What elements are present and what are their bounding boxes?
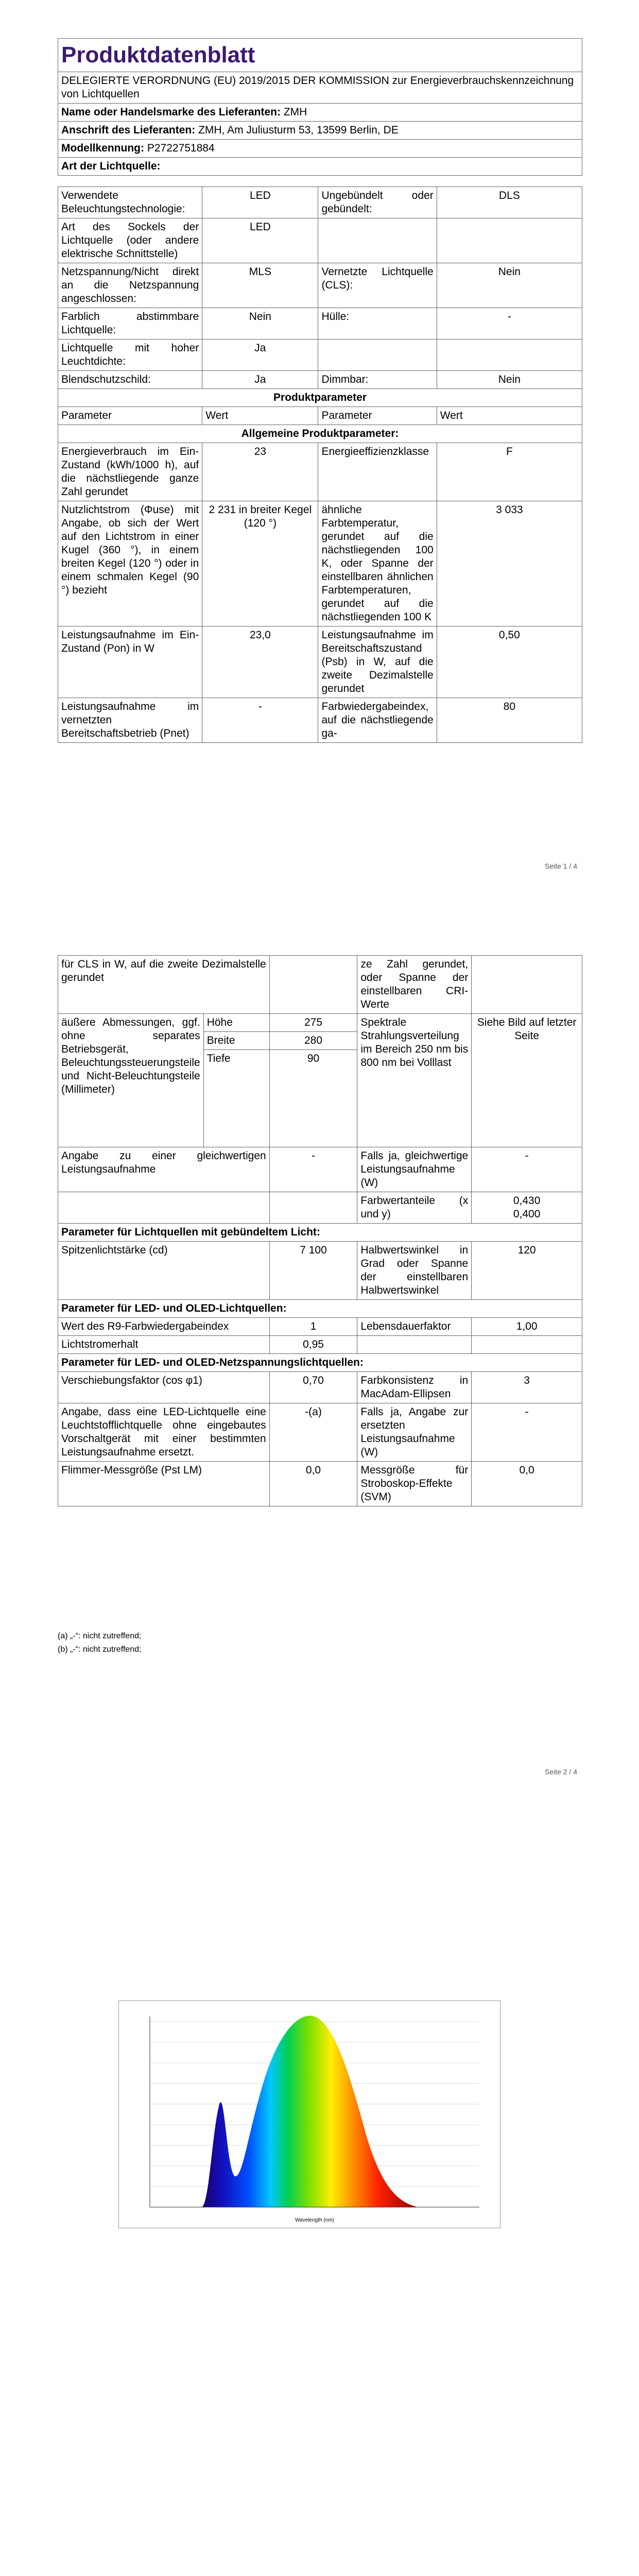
cell: DLS — [437, 187, 582, 218]
type-label: Art der Lichtquelle: — [61, 160, 161, 172]
cell: Nein — [437, 263, 582, 308]
column-header: Wert — [437, 407, 582, 425]
cell: LED — [202, 218, 318, 263]
table-row — [58, 698, 582, 743]
dimensions-label: äußere Abmessungen, ggf. ohne separates Betriebsgerät, Beleuchtungssteuerungsteile und Nicht-Beleuchtungsteile (Millimeter) — [58, 1014, 204, 1147]
cell: Lebensdauerfaktor — [357, 1318, 472, 1336]
address-value: ZMH, Am Juliusturm 53, 13599 Berlin, DE — [198, 124, 399, 136]
cell: Farblich abstimmbare Lichtquelle: — [58, 308, 202, 340]
address-row — [58, 122, 582, 140]
cell: 275 — [269, 1014, 357, 1032]
table-row — [58, 443, 582, 501]
cell: 7 100 — [269, 1242, 357, 1300]
cell: Halbwertswinkel in Grad oder Spanne der einstellbaren Halbwertswinkel — [357, 1242, 472, 1300]
cell: Messgröße für Stroboskop-Effekte (SVM) — [357, 1462, 472, 1506]
cell: Art des Sockels der Lichtquelle (oder andere elektrische Schnittstelle) — [58, 218, 202, 263]
cell — [472, 956, 582, 1014]
spectrum-curve — [201, 2016, 418, 2207]
chroma-y: 0,400 — [513, 1208, 541, 1220]
cell: Nein — [202, 308, 318, 340]
cell: 0,50 — [437, 626, 582, 698]
model-row — [58, 140, 582, 158]
cell — [472, 1336, 582, 1354]
cell: Wert des R9-Farbwiedergabeindex — [58, 1318, 270, 1336]
cell: Vernetzte Lichtquelle (CLS): — [318, 263, 437, 308]
column-header: Parameter — [318, 407, 437, 425]
cell: ähnliche Farbtemperatur, gerundet auf die nächstliegenden 100 K, oder Spanne der einstellbaren ähnlichen Farbtemperaturen, gerundet auf die nächstliegenden 100 K — [318, 501, 437, 626]
cell: -(a) — [269, 1403, 357, 1462]
cell: Spektrale Strahlungsverteilung im Bereich 250 nm bis 800 nm bei Volllast — [357, 1014, 472, 1147]
cell: Nutzlichtstrom (Φuse) mit Angabe, ob sich der Wert auf den Lichtstrom in einer Kugel (360 °), in einem breiten Kegel (120 °) oder in einem schmalen Kegel (90 °) bezieht — [58, 501, 202, 626]
cell — [269, 956, 357, 1014]
table-row — [58, 1462, 582, 1506]
cell — [318, 340, 437, 371]
cell: Verwendete Beleuchtungstechnologie: — [58, 187, 202, 218]
table-row — [58, 1318, 582, 1336]
table-row — [58, 1014, 582, 1032]
cell: Tiefe — [203, 1050, 269, 1147]
column-header: Parameter — [58, 407, 202, 425]
spectral-distribution-chart — [118, 2001, 500, 2228]
cell: Farbwiedergabeindex, auf die nächstliegende ga- — [318, 698, 437, 743]
header-block — [58, 38, 582, 176]
cell: Farbwertanteile (x und y) — [357, 1192, 472, 1224]
table-row — [58, 263, 582, 308]
cell: Energieverbrauch im Ein-Zustand (kWh/1000 h), auf die nächstliegende ganze Zahl gerundet — [58, 443, 202, 501]
cell: Ja — [202, 340, 318, 371]
cell: 3 033 — [437, 501, 582, 626]
cell: 1 — [269, 1318, 357, 1336]
cell — [472, 1192, 582, 1224]
cell: 2 231 in breiter Kegel (120 °) — [202, 501, 318, 626]
general-params-heading: Allgemeine Produktparameter: — [58, 425, 582, 443]
cell — [269, 1192, 357, 1224]
cell: 0,95 — [269, 1336, 357, 1354]
column-header: Wert — [202, 407, 318, 425]
cell — [318, 218, 437, 263]
footnote-b: (b) „-“: nicht zutreffend; — [58, 1645, 142, 1654]
cell: Dimmbar: — [318, 371, 437, 389]
cell: 0,70 — [269, 1372, 357, 1403]
cell: 23 — [202, 443, 318, 501]
light-source-table — [58, 187, 582, 743]
page-footer: Seite 1 / 4 — [544, 862, 577, 870]
cell: Falls ja, gleichwertige Leistungsaufnahme (W) — [357, 1147, 472, 1192]
cell: Ungebündelt oder gebündelt: — [318, 187, 437, 218]
cell: 23,0 — [202, 626, 318, 698]
cell: Ja — [202, 371, 318, 389]
cell — [437, 218, 582, 263]
parameters-table-continued — [58, 955, 582, 1506]
section-heading: Parameter für LED- und OLED-Lichtquellen: — [58, 1300, 582, 1318]
cell — [437, 340, 582, 371]
cell: Lichtstromerhalt — [58, 1336, 270, 1354]
cell: Falls ja, Angabe zur ersetzten Leistungsaufnahme (W) — [357, 1403, 472, 1462]
cell: 280 — [269, 1032, 357, 1050]
cell: Farbkonsistenz in MacAdam-Ellipsen — [357, 1372, 472, 1403]
cell: Lichtquelle mit hoher Leuchtdichte: — [58, 340, 202, 371]
table-row — [58, 956, 582, 1014]
section-heading: Parameter für LED- und OLED-Netzspannungslichtquellen: — [58, 1354, 582, 1372]
page-2 — [0, 904, 639, 1807]
table-row — [58, 1403, 582, 1462]
cell: - — [472, 1147, 582, 1192]
cell: Nein — [437, 371, 582, 389]
brand-label: Name oder Handelsmarke des Lieferanten: — [61, 106, 281, 118]
cell: Energieeffizienzklasse — [318, 443, 437, 501]
table-row — [58, 425, 582, 443]
cell: - — [269, 1147, 357, 1192]
cell: 80 — [437, 698, 582, 743]
cell: 120 — [472, 1242, 582, 1300]
cell: 90 — [269, 1050, 357, 1147]
cell: Breite — [203, 1032, 269, 1050]
cell: Blendschutzschild: — [58, 371, 202, 389]
cell: 1,00 — [472, 1318, 582, 1336]
regulation-text: DELEGIERTE VERORDNUNG (EU) 2019/2015 DER KOMMISSION zur Energieverbrauchskennzeichnung von Lichtquellen — [58, 72, 582, 104]
x-axis-label: Wavelength (nm) — [295, 2217, 334, 2223]
page-1 — [0, 0, 639, 904]
cell: Hülle: — [318, 308, 437, 340]
table-row — [58, 187, 582, 218]
table-row — [58, 1242, 582, 1300]
section-heading: Parameter für Lichtquellen mit gebündeltem Licht: — [58, 1224, 582, 1242]
table-row — [58, 501, 582, 626]
table-row — [58, 1192, 582, 1224]
footnote-a: (a) „-“: nicht zutreffend; — [58, 1632, 142, 1640]
cell: ze Zahl gerundet, oder Spanne der einstellbaren CRI-Werte — [357, 956, 472, 1014]
cell — [58, 1192, 270, 1224]
spectrum-svg — [119, 2001, 500, 2228]
cell: Netzspannung/Nicht direkt an die Netzspannung angeschlossen: — [58, 263, 202, 308]
table-row — [58, 1224, 582, 1242]
table-row — [58, 407, 582, 425]
cell: 3 — [472, 1372, 582, 1403]
cell: Höhe — [203, 1014, 269, 1032]
cell: 0,0 — [472, 1462, 582, 1506]
cell: für CLS in W, auf die zweite Dezimalstelle gerundet — [58, 956, 270, 1014]
cell: Leistungsaufnahme im Bereitschaftszustand (Psb) in W, auf die zweite Dezimalstelle gerundet — [318, 626, 437, 698]
cell: - — [472, 1403, 582, 1462]
cell: Verschiebungsfaktor (cos φ1) — [58, 1372, 270, 1403]
page-footer: Seite 2 / 4 — [544, 1768, 577, 1776]
table-row — [58, 340, 582, 371]
table-row — [58, 371, 582, 389]
brand-row — [58, 104, 582, 122]
address-label: Anschrift des Lieferanten: — [61, 124, 196, 136]
brand-value: ZMH — [283, 106, 307, 118]
table-row — [58, 1372, 582, 1403]
model-value: P2722751884 — [147, 142, 215, 154]
document-title: Produktdatenblatt — [58, 39, 582, 72]
cell: Angabe, dass eine LED-Lichtquelle eine Leuchtstofflichtquelle ohne eingebautes Vorschaltgerät mit einer bestimmten Leistungsaufnahme ersetzt. — [58, 1403, 270, 1462]
product-params-heading: Produktparameter — [58, 389, 582, 407]
cell — [357, 1336, 472, 1354]
model-label: Modellkennung: — [61, 142, 144, 154]
table-row — [58, 308, 582, 340]
cell: Siehe Bild auf letzter Seite — [472, 1014, 582, 1147]
table-row — [58, 1354, 582, 1372]
cell: - — [202, 698, 318, 743]
cell: Angabe zu einer gleichwertigen Leistungsaufnahme — [58, 1147, 270, 1192]
cell: Spitzenlichtstärke (cd) — [58, 1242, 270, 1300]
table-row — [58, 218, 582, 263]
table-row — [58, 389, 582, 407]
cell: 0,0 — [269, 1462, 357, 1506]
table-row — [58, 1300, 582, 1318]
cell: MLS — [202, 263, 318, 308]
cell: Leistungsaufnahme im Ein-Zustand (Pon) in W — [58, 626, 202, 698]
chroma-x: 0,430 — [513, 1195, 541, 1207]
cell: - — [437, 308, 582, 340]
cell: LED — [202, 187, 318, 218]
table-row — [58, 1336, 582, 1354]
cell: Flimmer-Messgröße (Pst LM) — [58, 1462, 270, 1506]
cell: F — [437, 443, 582, 501]
table-row — [58, 1147, 582, 1192]
table-row — [58, 626, 582, 698]
cell: Leistungsaufnahme im vernetzten Bereitschaftsbetrieb (Pnet) — [58, 698, 202, 743]
